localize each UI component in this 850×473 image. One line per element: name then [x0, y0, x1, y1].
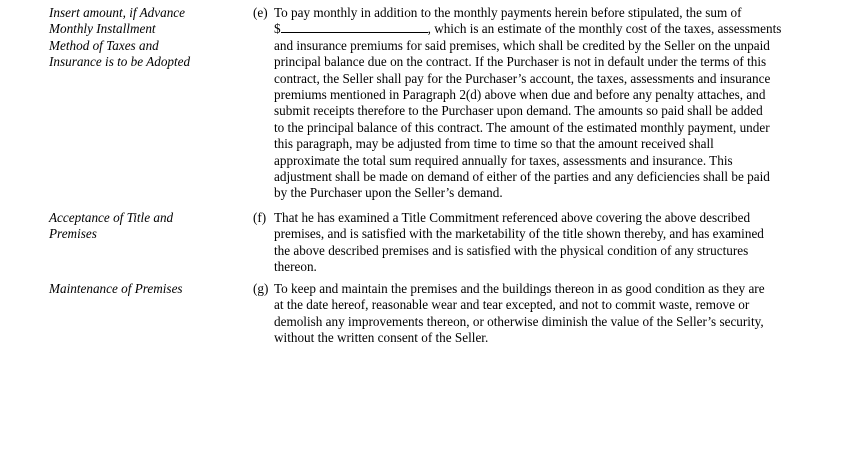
margin-note-line: Insert amount, if Advance	[49, 5, 186, 20]
paragraph-line: this paragraph, may be adjusted from time to time so that the amount received shall	[274, 136, 714, 152]
amount-blank-field[interactable]	[281, 21, 428, 33]
paragraph-f	[274, 210, 814, 276]
paragraph-line: contract, the Seller shall pay for the Purchaser’s account, the taxes, assessments and insurance	[274, 70, 771, 86]
paragraph-line: premiums mentioned in Paragraph 2(d) above when due and before any penalty attaches, and	[274, 87, 766, 103]
dollar-sign: $	[274, 21, 281, 37]
paragraph-line: without the written consent of the Seller.	[274, 330, 489, 346]
paragraph-line: to the principal balance of this contract. The amount of the estimated monthly payment, under	[274, 119, 770, 135]
margin-note-line: Maintenance of Premises	[49, 281, 183, 296]
paragraph-line: demolish any improvements thereon, or otherwise diminish the value of the Seller’s security,	[274, 313, 764, 329]
paragraph-line: To keep and maintain the premises and the buildings thereon in as good condition as they are	[274, 281, 765, 296]
margin-note-advance-installment	[49, 5, 227, 71]
margin-note-line: Premises	[49, 226, 97, 242]
paragraph-letter-e: (e)	[253, 5, 268, 20]
paragraph-line: premises, and is satisfied with the marketability of the title shown thereby, and has examined	[274, 226, 764, 242]
margin-note-line: Insurance is to be Adopted	[49, 54, 191, 70]
paragraph-e	[274, 5, 814, 202]
paragraph-line: submit receipts therefore to the Purchaser upon demand. The amounts so paid shall be added	[274, 103, 763, 119]
margin-note-maintenance	[49, 281, 227, 297]
paragraph-line: To pay monthly in addition to the monthly payments herein before stipulated, the sum of	[274, 5, 742, 20]
margin-note-line: Method of Taxes and	[49, 37, 159, 53]
margin-note-acceptance-of-title	[49, 210, 227, 243]
paragraph-line-with-blank	[274, 21, 814, 37]
paragraph-line: and insurance premiums for said premises, which shall be credited by the Seller on the unpaid	[274, 37, 770, 53]
paragraph-line: principal balance due on the contract. If the Purchaser is not in default under the terms of this	[274, 54, 767, 70]
paragraph-line: the above described premises and is satisfied with the physical condition of any structures	[274, 242, 749, 258]
margin-note-line: Acceptance of Title and	[49, 210, 174, 225]
paragraph-line: by the Purchaser upon the Seller’s demand.	[274, 185, 503, 201]
paragraph-g	[274, 281, 814, 347]
paragraph-letter-g: (g)	[253, 281, 269, 296]
paragraph-line: adjustment shall be made on demand of either of the parties and any deficiencies shall be paid	[274, 169, 770, 185]
paragraph-line: at the date hereof, reasonable wear and tear excepted, and not to commit waste, remove or	[274, 297, 750, 313]
margin-note-line: Monthly Installment	[49, 21, 156, 37]
paragraph-letter-f: (f)	[253, 210, 267, 225]
paragraph-line: thereon.	[274, 259, 317, 275]
paragraph-line: That he has examined a Title Commitment referenced above covering the above described	[274, 210, 751, 225]
paragraph-line: approximate the total sum required annually for taxes, assessments and insurance. This	[274, 152, 733, 168]
paragraph-text: , which is an estimate of the monthly cost of the taxes, assessments	[427, 21, 782, 37]
